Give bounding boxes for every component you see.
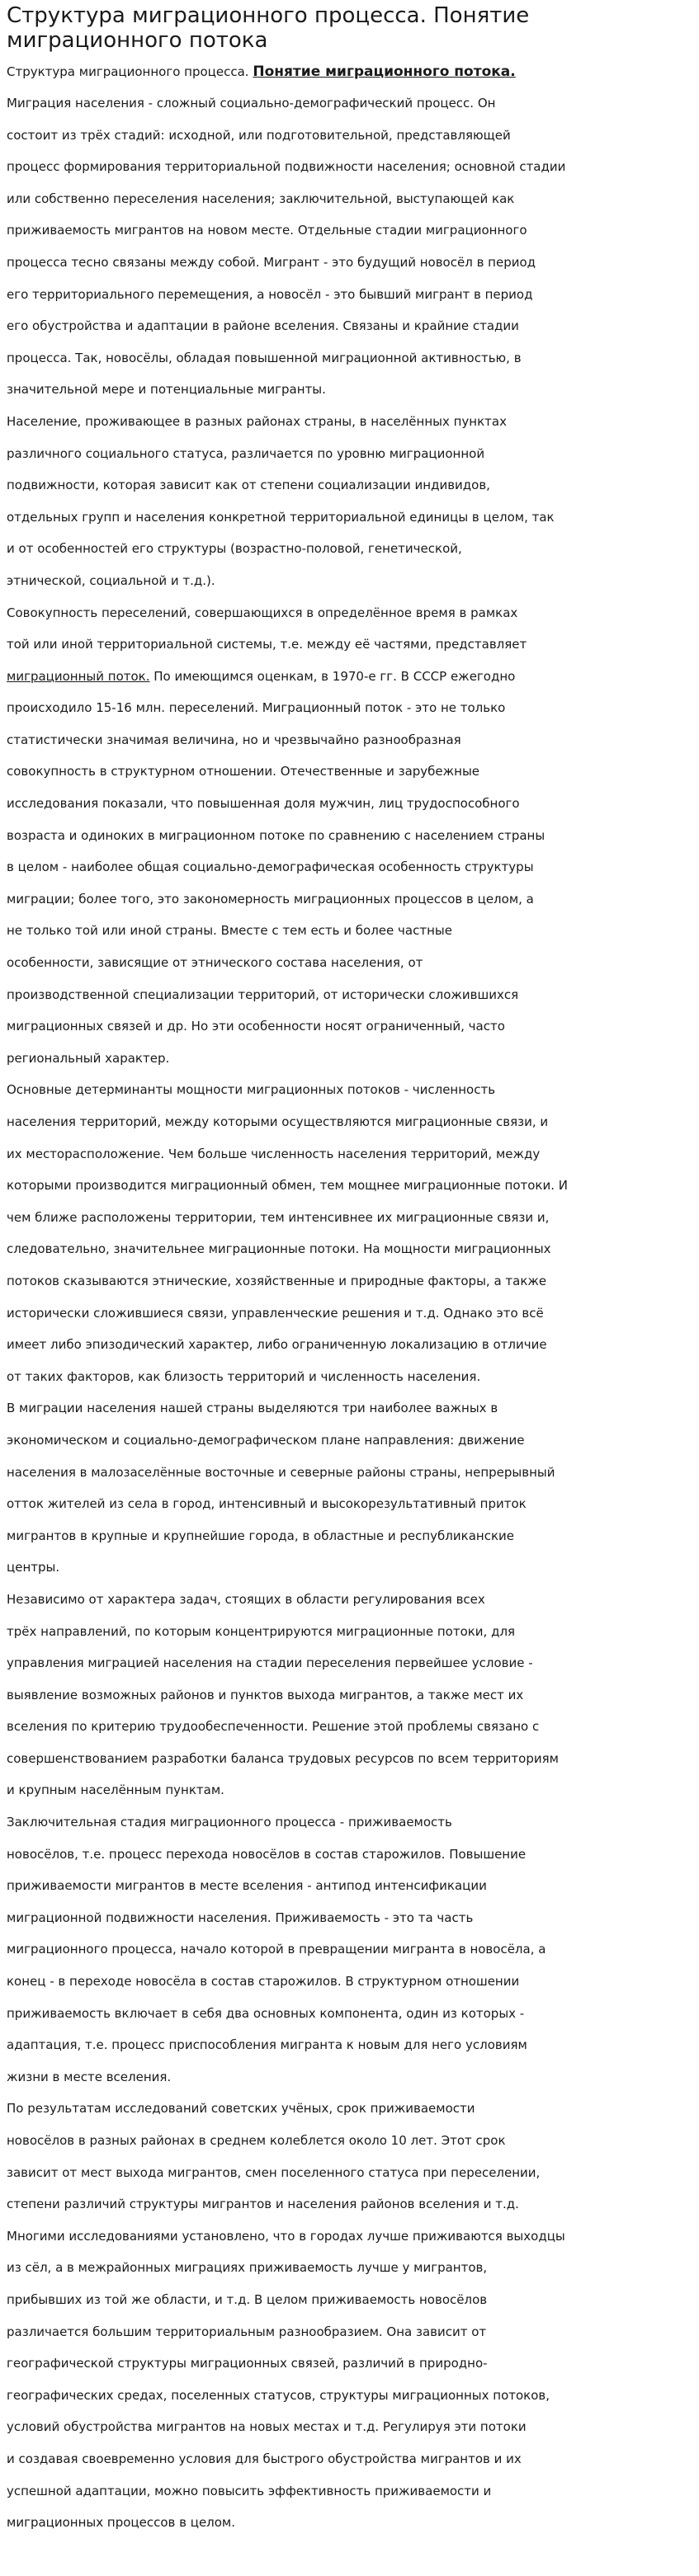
text-line: Многими исследованиями установлено, что в городах лучше приживаются выходцы	[7, 2228, 565, 2244]
article-body	[7, 87, 692, 2539]
text-line: в целом - наиболее общая социально-демографическая особенность структуры	[7, 859, 534, 875]
text-line: Заключительная стадия миграционного процесса - приживаемость	[7, 1815, 452, 1830]
text-line: от таких факторов, как близость территорий и численность населения.	[7, 1368, 481, 1384]
text-line: конец - в переходе новосёла в состав старожилов. В структурном отношении	[7, 1974, 520, 1990]
text-line: экономическом и социально-демографическом плане направления: движение	[7, 1432, 525, 1448]
paragraph	[7, 1074, 692, 1392]
paragraph	[7, 2093, 692, 2538]
paragraph	[7, 1392, 692, 1584]
text-line: Совокупность переселений, совершающихся в определённое время в рамках	[7, 605, 518, 620]
text-line: географической структуры миграционных связей, различий в природно-	[7, 2356, 488, 2371]
text-line: особенности, зависящие от этнического состава населения, от	[7, 955, 423, 971]
text-line: миграционных процессов в целом.	[7, 2515, 236, 2531]
text-line: значительной мере и потенциальные мигранты.	[7, 382, 326, 398]
text-line: миграционный поток. По имеющимся оценкам, в 1970-е гг. В СССР ежегодно	[7, 668, 516, 684]
text-line: и крупным населённым пунктам.	[7, 1782, 224, 1798]
text-line: исследования показали, что повышенная доля мужчин, лиц трудоспособного	[7, 796, 520, 812]
text-line: Население, проживающее в разных районах страны, в населённых пунктах	[7, 413, 507, 429]
text-line: населения в малозаселённые восточные и северные районы страны, непрерывный	[7, 1464, 555, 1480]
text-line: потоков сказываются этнические, хозяйственные и природные факторы, а также	[7, 1273, 547, 1288]
text-line: трёх направлений, по которым концентрируются миграционные потоки, для	[7, 1623, 516, 1639]
underlined-term: миграционный поток.	[7, 668, 150, 684]
text-line: этнической, социальной и т.д.).	[7, 572, 215, 588]
text-line: степени различий структуры мигрантов и населения районов вселения и т.д.	[7, 2197, 519, 2212]
text-line: подвижности, которая зависит как от степени социализации индивидов,	[7, 478, 490, 493]
text-line: той или иной территориальной системы, т.е. между её частями, представляет	[7, 637, 527, 652]
text-line: его обустройства и адаптации в районе вселения. Связаны и крайние стадии	[7, 318, 519, 334]
text-line: происходило 15-16 млн. переселений. Миграционный поток - это не только	[7, 700, 506, 716]
text-line: процесса. Так, новосёлы, обладая повышенной миграционной активностью, в	[7, 350, 522, 365]
paragraph	[7, 1806, 692, 2093]
text-line: его территориального перемещения, а новосёл - это бывший мигрант в период	[7, 286, 533, 302]
text-line: приживаемости мигрантов в месте вселения - антипод интенсификации	[7, 1878, 487, 1894]
text-line: успешной адаптации, можно повысить эффективность приживаемости и	[7, 2483, 492, 2498]
text-line: По результатам исследований советских учёных, срок приживаемости	[7, 2101, 475, 2117]
paragraph	[7, 1584, 692, 1806]
text-line: миграции; более того, это закономерность миграционных процессов в целом, а	[7, 891, 534, 907]
subheading	[7, 61, 692, 82]
text-line: прибывших из той же области, и т.д. В целом приживаемость новосёлов	[7, 2291, 488, 2307]
text-line: производственной специализации территорий, от исторически сложившихся	[7, 987, 519, 1002]
text-line: имеет либо эпизодический характер, либо ограниченную локализацию в отличие	[7, 1337, 547, 1353]
text-line: выявление возможных районов и пунктов выхода мигрантов, а также мест их	[7, 1687, 524, 1702]
text-line: новосёлов, т.е. процесс перехода новосёлов в состав старожилов. Повышение	[7, 1846, 527, 1862]
subheading-bold-link: Понятие миграционного потока.	[253, 64, 516, 80]
text-line: условий обустройства мигрантов на новых местах и т.д. Регулируя эти потоки	[7, 2419, 527, 2435]
page-title: Структура миграционного процесса. Понятие миграционного потока	[7, 3, 530, 53]
text-line: миграционных связей и др. Но эти особенности носят ограниченный, часто	[7, 1019, 505, 1034]
text-line: миграционной подвижности населения. Приживаемость - это та часть	[7, 1910, 474, 1925]
paragraph	[7, 597, 692, 1075]
text-line: не только той или иной страны. Вместе с тем есть и более частные	[7, 923, 452, 939]
text-line: совокупность в структурном отношении. Отечественные и зарубежные	[7, 764, 480, 779]
paragraph	[7, 406, 692, 597]
text-line: отдельных групп и населения конкретной территориальной единицы в целом, так	[7, 509, 555, 525]
text-line: Независимо от характера задач, стоящих в области регулирования всех	[7, 1591, 485, 1607]
paragraph	[7, 87, 692, 406]
text-line: которыми производится миграционный обмен, тем мощнее миграционные потоки. И	[7, 1178, 568, 1194]
text-line: новосёлов в разных районах в среднем колеблется около 10 лет. Этот срок	[7, 2133, 506, 2148]
text-line: процесса тесно связаны между собой. Мигрант - это будущий новосёл в период	[7, 254, 536, 270]
text-line: состоит из трёх стадий: исходной, или подготовительной, представляющей	[7, 127, 511, 143]
text-line: и от особенностей его структуры (возрастно-половой, генетической,	[7, 541, 462, 557]
text-line: зависит от мест выхода мигрантов, смен поселенного статуса при переселении,	[7, 2164, 541, 2180]
text-line: процесс формирования территориальной подвижности населения; основной стадии	[7, 159, 566, 175]
text-line: мигрантов в крупные и крупнейшие города, в областные и республиканские	[7, 1528, 514, 1543]
text-line: управления миграцией населения на стадии переселения первейшее условие -	[7, 1655, 533, 1671]
text-line: следовательно, значительнее миграционные потоки. На мощности миграционных	[7, 1241, 551, 1257]
text-line: центры.	[7, 1560, 60, 1575]
text-line: приживаемость мигрантов на новом месте. Отдельные стадии миграционного	[7, 223, 527, 238]
text-line: возраста и одиноких в миграционном потоке по сравнению с населением страны	[7, 827, 546, 843]
text-line: географических средах, поселенных статусов, структуры миграционных потоков,	[7, 2387, 550, 2403]
text-line: исторически сложившиеся связи, управленческие решения и т.д. Однако это всё	[7, 1305, 544, 1321]
text-line: или собственно переселения населения; заключительной, выступающей как	[7, 191, 515, 206]
text-line: миграционного процесса, начало которой в превращении мигранта в новосёла, а	[7, 1942, 546, 1957]
text-line: и создавая своевременно условия для быстрого обустройства мигрантов и их	[7, 2451, 522, 2466]
text-line: различается большим территориальным разнообразием. Она зависит от	[7, 2324, 487, 2339]
text-line: отток жителей из села в город, интенсивный и высокорезультативный приток	[7, 1496, 527, 1512]
text-line: статистически значимая величина, но и чрезвычайно разнообразная	[7, 732, 461, 747]
text-line: совершенствованием разработки баланса трудовых ресурсов по всем территориям	[7, 1750, 559, 1766]
text-line: чем ближе расположены территории, тем интенсивнее их миграционные связи и,	[7, 1209, 550, 1225]
text-line: вселения по критерию трудообеспеченности. Решение этой проблемы связано с	[7, 1719, 540, 1735]
text-line: Миграция населения - сложный социально-демографический процесс. Он	[7, 96, 496, 111]
subheading-prefix: Структура миграционного процесса.	[7, 64, 249, 79]
text-line: приживаемость включает в себя два основных компонента, один из которых -	[7, 2005, 525, 2021]
text-line: их месторасположение. Чем больше численность населения территорий, между	[7, 1146, 541, 1161]
text-line: различного социального статуса, различается по уровню миграционной	[7, 445, 485, 461]
text-line: региональный характер.	[7, 1050, 170, 1066]
text-line: населения территорий, между которыми осуществляются миграционные связи, и	[7, 1114, 549, 1129]
text-line: жизни в месте вселения.	[7, 2069, 172, 2084]
text-line: из сёл, а в межрайонных миграциях приживаемость лучше у мигрантов,	[7, 2260, 488, 2276]
text-line: В миграции населения нашей страны выделяются три наиболее важных в	[7, 1401, 498, 1416]
text-line: адаптация, т.е. процесс приспособления мигранта к новым для него условиям	[7, 2037, 527, 2053]
text-line: Основные детерминанты мощности миграционных потоков - численность	[7, 1082, 496, 1098]
